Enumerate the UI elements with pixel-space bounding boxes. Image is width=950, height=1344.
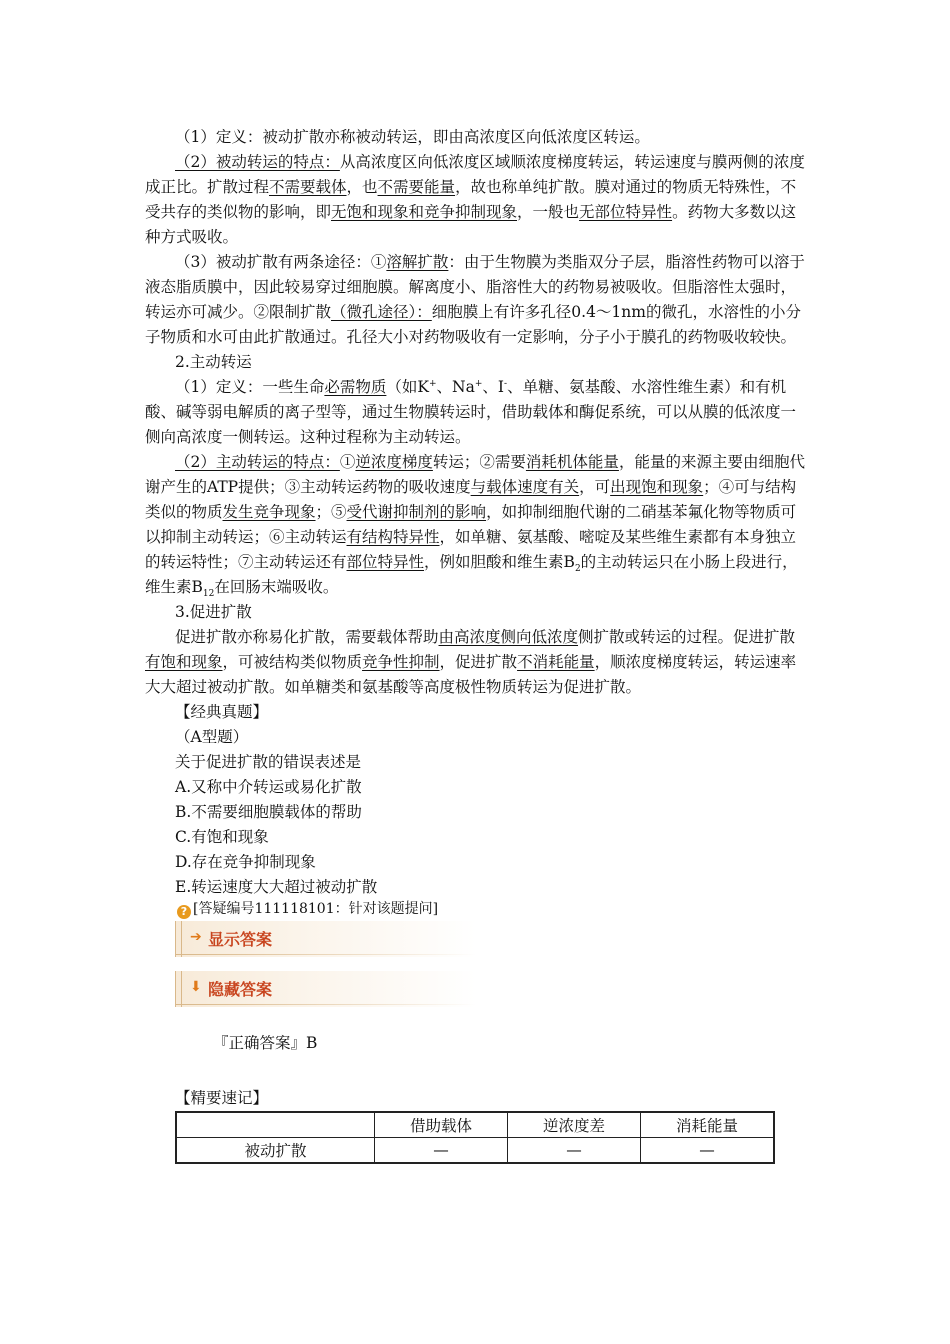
table-header-row xyxy=(176,1112,774,1138)
arrow-right-icon: ➔ xyxy=(190,929,202,945)
document-body xyxy=(145,125,805,1164)
correct-answer: 『正确答案』B xyxy=(213,1034,318,1052)
option-a[interactable]: A.又称中介转运或易化扩散 xyxy=(175,778,362,796)
table-header-cell: 逆浓度差 xyxy=(508,1112,641,1138)
summary-table xyxy=(175,1111,775,1164)
paragraph-pathways: （3）被动扩散有两条途径：①溶解扩散：由于生物膜为类脂双分子层，脂溶性药物可以溶于液态脂质膜中，因此较易穿过细胞膜。解离度小、脂溶性大的药物易被吸收。但脂溶性太强时，转运亦可减少。②限制扩散（微孔途径）：细胞膜上有许多孔径0.4～1nm的微孔，水溶性的小分子物质和水可由此扩散通过。孔径大小对药物吸收有一定影响，分子小于膜孔的药物吸收较快。 xyxy=(145,253,805,346)
heading-facilitated-diffusion: 3.促进扩散 xyxy=(175,603,252,621)
paragraph-facilitated: 促进扩散亦称易化扩散，需要载体帮助由高浓度侧向低浓度侧扩散或转运的过程。促进扩散有饱和现象，可被结构类似物质竞争性抑制，促进扩散不消耗能量，顺浓度梯度转运，转运速率大大超过被动扩散。如单糖类和氨基酸等高度极性物质转运为促进扩散。 xyxy=(145,628,797,696)
table-header-cell xyxy=(176,1112,375,1138)
table-cell: — xyxy=(641,1138,775,1164)
table-header-cell: 消耗能量 xyxy=(641,1112,775,1138)
summary-heading: 【精要速记】 xyxy=(175,1089,269,1107)
classic-question-heading: 【经典真题】 xyxy=(175,703,269,721)
table-cell: — xyxy=(508,1138,641,1164)
hide-answer-button[interactable]: ⬇ 隐藏答案 xyxy=(175,971,476,1007)
paragraph-passive-features: （2）被动转运的特点：从高浓度区向低浓度区域顺浓度梯度转运，转运速度与膜两侧的浓度成正比。扩散过程不需要载体，也不需要能量，故也称单纯扩散。膜对通过的物质无特殊性，不受共存的类似物的影响，即无饱和现象和竞争抑制现象，一般也无部位特异性。药物大多数以这种方式吸收。 xyxy=(145,153,805,246)
table-cell: 被动扩散 xyxy=(176,1138,375,1164)
question-stem: 关于促进扩散的错误表述是 xyxy=(175,753,362,771)
option-d[interactable]: D.存在竞争抑制现象 xyxy=(175,853,316,871)
option-e[interactable]: E.转运速度大大超过被动扩散 xyxy=(175,878,378,896)
paragraph-active-definition: （1）定义：一些生命必需物质（如K+、Na+、I-、单糖、氨基酸、水溶性维生素）和有机酸、碱等弱电解质的离子型等，通过生物膜转运时，借助载体和酶促系统，可以从膜的低浓度一侧向高浓度一侧转运。这种过程称为主动转运。 xyxy=(145,378,797,446)
table-row xyxy=(176,1138,774,1164)
table-header-cell: 借助载体 xyxy=(375,1112,508,1138)
option-b[interactable]: B.不需要细胞膜载体的帮助 xyxy=(175,803,362,821)
paragraph-definition: （1）定义：被动扩散亦称被动转运，即由高浓度区向低浓度区转运。 xyxy=(175,128,650,146)
question-type: （A型题） xyxy=(175,728,249,746)
show-answer-button[interactable]: ➔ 显示答案 xyxy=(175,921,476,957)
ask-question-link[interactable]: ? [答疑编号111118101：针对该题提问] xyxy=(177,900,805,919)
table-cell: — xyxy=(375,1138,508,1164)
option-c[interactable]: C.有饱和现象 xyxy=(175,828,269,846)
arrow-down-icon: ⬇ xyxy=(190,979,202,995)
heading-active-transport: 2.主动转运 xyxy=(175,353,252,371)
question-mark-icon: ? xyxy=(177,905,191,919)
paragraph-active-features: （2）主动转运的特点：①逆浓度梯度转运；②需要消耗机体能量，能量的来源主要由细胞代谢产生的ATP提供；③主动转运药物的吸收速度与载体速度有关，可出现饱和现象；④可与结构类似的物质发生竞争现象；⑤受代谢抑制剂的影响，如抑制细胞代谢的二硝基苯氟化物等物质可以抑制主动转运；⑥主动转运有结构特异性，如单糖、氨基酸、嘧啶及某些维生素都有本身独立的转运特性；⑦主动转运还有部位特异性，例如胆酸和维生素$B_2$的主动转运只在小肠上段进行，维生素$B_{12}$在回肠末端吸收。 xyxy=(145,453,805,600)
